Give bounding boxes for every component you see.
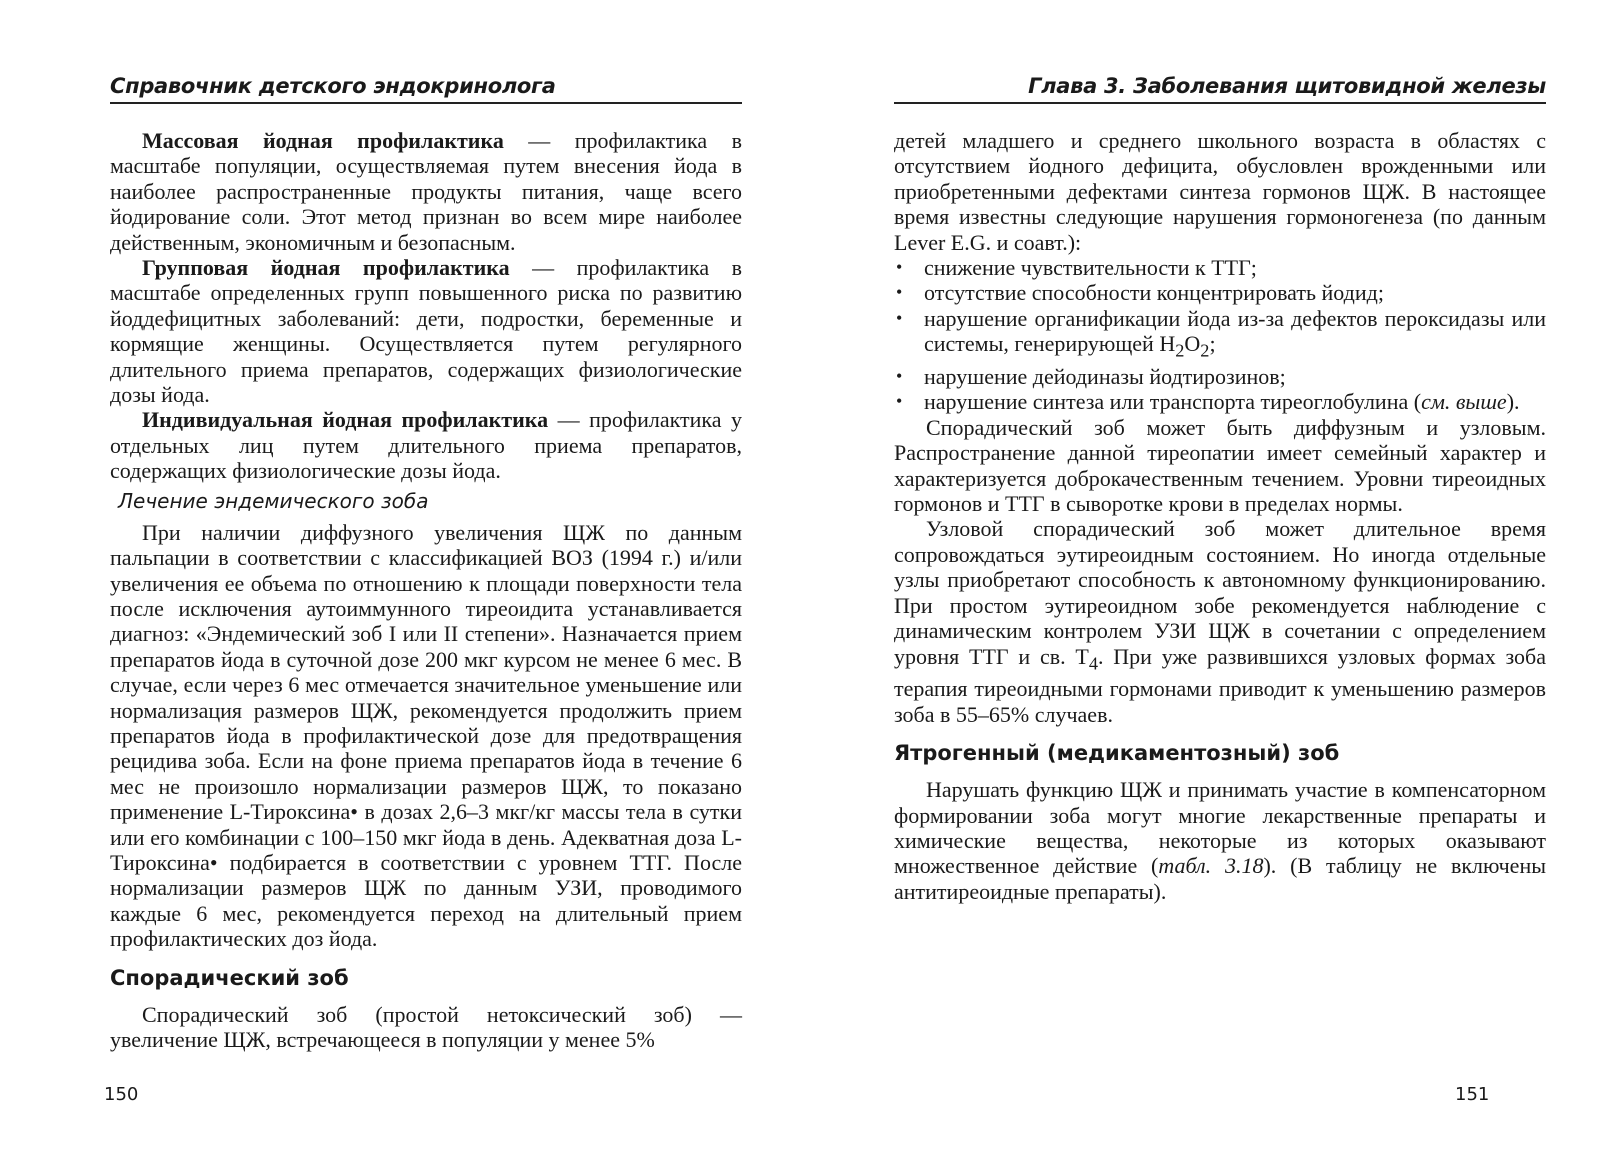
paragraph-text: ). (В таблицу не включены антитиреоидные препараты). <box>894 853 1546 904</box>
term-mass-prophylaxis: Массовая йодная профилактика <box>142 128 504 153</box>
cross-reference: см. выше <box>1421 389 1507 415</box>
list-item <box>894 255 1546 280</box>
bullet-icon: • <box>896 257 903 278</box>
list-item-text: нарушение органификации йода из-за дефектов пероксидазы или системы, генерирующей H <box>924 305 1546 357</box>
list-item <box>894 280 1546 305</box>
hormonogenesis-disorders-list <box>894 255 1546 415</box>
paragraph-treatment: При наличии диффузного увеличения ЩЖ по данным пальпации в соответствии с классификацией ВОЗ (1994 г.) и/или увеличения ее объема по отношению к площади поверхности тела после исключения аутоиммунного тиреоидита устанавливается диагноз: «Эндемический зоб I или II степени». Назначается прием препаратов йода в суточной дозе 200 мкг курсом не менее 6 мес. В случае, если через 6 мес отмечается значительное уменьшение или нормализация размеров ЩЖ, рекомендуется продолжить прием препаратов йода в профилактической дозе для предотвращения рецидива зоба. Если на фоне приема препаратов йода в течение 6 мес не произошло нормализации размеров ЩЖ, то показано применение L-Тироксина• в дозах 2,6–3 мкг/кг массы тела в сутки или его комбинации с 100–150 мкг йода в день. Адекватная доза L-Тироксина• подбирается в соответствии с уровнем ТТГ. После нормализации размеров ЩЖ по данным УЗИ, проводимого каждые 6 мес, рекомендуется переход на длительный прием профилактических доз йода. <box>110 519 742 952</box>
list-item-text: нарушение синтеза или транспорта тиреоглобулина ( <box>924 389 1422 415</box>
subscript: 2 <box>1175 340 1185 361</box>
list-item-text: ). <box>1506 389 1520 415</box>
paragraph-continuation: детей младшего и среднего школьного возраста в областях с отсутствием йодного дефицита, обусловлен врожденными или приобретенными дефектами синтеза гормонов ЩЖ. В настоящее время известны следующие нарушения гормоногенеза (по данным Lever E.G. и соавт.): <box>894 128 1546 255</box>
list-item-text: нарушение дейодиназы йодтирозинов; <box>924 364 1286 390</box>
subheading-endemic-goiter-treatment: Лечение эндемического зоба <box>118 488 429 513</box>
list-item-text: ; <box>1209 331 1216 357</box>
list-item <box>894 389 1546 414</box>
paragraph-text: — профилактика в масштабе популяции, осуществляемая путем внесения йода в наиболее распространенные продукты питания, чаще всего йодирование соли. Этот метод признан во всем мире наиболее действенным, экономичным и безопасным. <box>110 128 742 255</box>
paragraph-mass-prophylaxis <box>110 128 742 255</box>
page-number-right: 151 <box>1455 1084 1490 1105</box>
bullet-icon: • <box>896 366 903 387</box>
paragraph-text: . При уже развившихся узловых формах зоба терапия тиреоидными гормонами приводит к уменьшению размеров зоба в 55–65% случаев. <box>894 643 1546 727</box>
running-header-left <box>110 62 742 104</box>
subscript: 4 <box>1088 652 1099 673</box>
bullet-icon: • <box>896 391 903 412</box>
paragraph-iatrogenic <box>894 777 1546 904</box>
left-text-column <box>110 128 742 1052</box>
right-text-column <box>894 128 1546 904</box>
paragraph-group-prophylaxis <box>110 255 742 407</box>
right-page <box>800 0 1600 1158</box>
subscript: 2 <box>1200 340 1210 361</box>
paragraph-nodular-goiter <box>894 516 1546 727</box>
list-item <box>894 364 1546 389</box>
paragraph-text: Узловой спорадический зоб может длительное время сопровождаться эутиреоидным состоянием. Но иногда отдельные узлы приобретают способность к автономному функционированию. При простом эутиреоидном зобе рекомендуется наблюдение с динамическим контролем УЗИ ЩЖ в сочетании с определением уровня ТТГ и св. T <box>894 516 1546 669</box>
section-heading-sporadic-goiter: Спорадический зоб <box>110 965 349 990</box>
bullet-icon: • <box>896 282 903 303</box>
bullet-icon: • <box>896 307 903 328</box>
list-item <box>894 306 1546 364</box>
paragraph-text: — профилактика в масштабе определенных групп повышенного риска по развитию йоддефицитных заболеваний: дети, подростки, беременные и кормящие женщины. Осуществляется путем регулярного длительного приема препаратов, содержащих физиологические дозы йода. <box>110 255 742 408</box>
book-title-header: Справочник детского эндокринолога <box>110 74 556 98</box>
paragraph-sporadic-forms: Спорадический зоб может быть диффузным и узловым. Распространение данной тиреопатии имеет семейный характер и характеризуется доброкачественным течением. Уровни тиреоидных гормонов и ТТГ в сыворотке крови в пределах нормы. <box>894 414 1546 517</box>
page-number-left: 150 <box>104 1084 139 1105</box>
list-item-text: снижение чувствительности к ТТГ; <box>924 255 1257 281</box>
section-heading-iatrogenic-goiter: Ятрогенный (медикаментозный) зоб <box>894 741 1340 766</box>
table-reference: табл. 3.18 <box>1158 853 1264 879</box>
chapter-title-header: Глава 3. Заболевания щитовидной железы <box>1028 74 1546 98</box>
paragraph-individual-prophylaxis <box>110 407 742 483</box>
paragraph-text: — профилактика у отдельных лиц путем длительного приема препаратов, содержащих физиологические дозы йода. <box>110 407 743 484</box>
term-individual-prophylaxis: Индивидуальная йодная профилактика <box>142 407 549 433</box>
list-item-text: отсутствие способности концентрировать йодид; <box>924 280 1384 306</box>
paragraph-sporadic-goiter: Спорадический зоб (простой нетоксический зоб) — увеличение ЩЖ, встречающееся в популяции у менее 5% <box>110 1001 742 1052</box>
paragraph-text: Нарушать функцию ЩЖ и принимать участие в компенсаторном формировании зоба могут многие лекарственные препараты и химические вещества, некоторые из которых оказывают множественное действие ( <box>894 777 1546 879</box>
term-group-prophylaxis: Групповая йодная профилактика <box>142 255 510 281</box>
running-header-right <box>894 62 1546 104</box>
list-item-text: O <box>1184 331 1201 357</box>
